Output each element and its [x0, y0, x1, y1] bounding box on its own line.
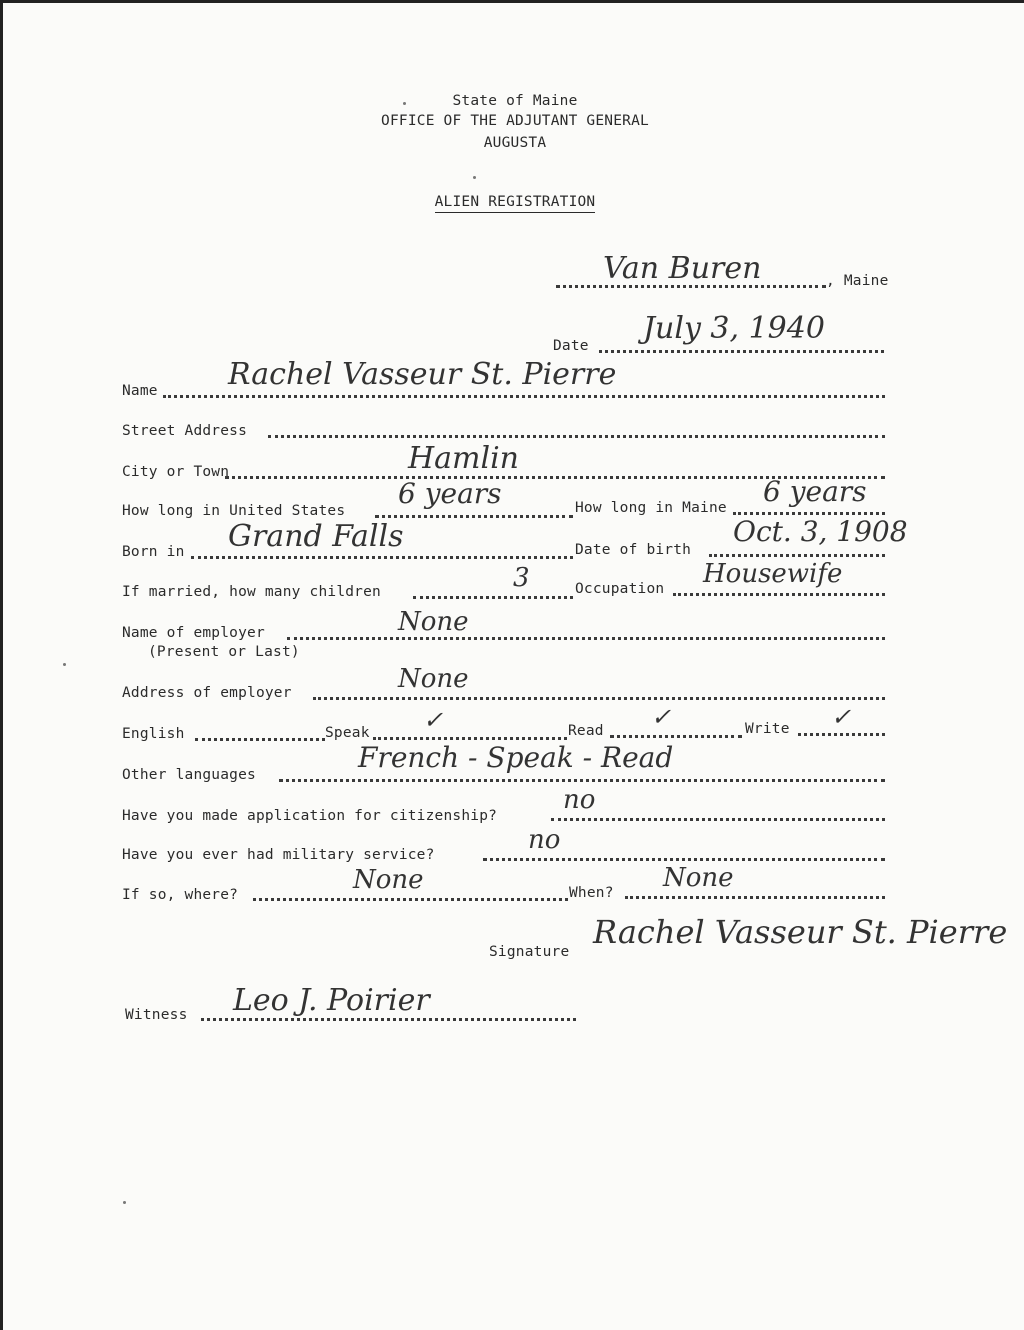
paper-speck — [473, 176, 476, 179]
us-duration-value: 6 years — [398, 477, 502, 510]
maine-duration-label: How long in Maine — [575, 500, 727, 516]
children-label: If married, how many children — [122, 584, 381, 600]
maine-duration-value: 6 years — [763, 475, 867, 508]
when-value: None — [663, 863, 734, 893]
children-dots — [413, 596, 573, 599]
born-in-label: Born in — [122, 544, 185, 560]
state-suffix: , Maine — [826, 273, 889, 289]
occupation-value: Housewife — [703, 559, 843, 589]
us-duration-dots — [375, 515, 573, 518]
witness-value: Leo J. Poirier — [233, 983, 430, 1018]
date-value: July 3, 1940 — [643, 311, 825, 346]
signature-value: Rachel Vasseur St. Pierre — [593, 913, 1008, 951]
witness-dots — [201, 1018, 576, 1021]
employer-address-dots — [313, 697, 885, 700]
english-label: English — [122, 726, 185, 742]
us-duration-label: How long in United States — [122, 503, 346, 519]
occupation-label: Occupation — [575, 581, 665, 597]
write-check: ✓ — [831, 703, 852, 731]
citizenship-label: Have you made application for citizenship? — [122, 808, 498, 824]
form-title-wrap — [3, 194, 1024, 210]
citizenship-dots — [551, 818, 885, 821]
speak-label: Speak — [325, 725, 370, 741]
name-value: Rachel Vasseur St. Pierre — [228, 357, 617, 392]
office-heading: OFFICE OF THE ADJUTANT GENERAL — [381, 113, 649, 129]
name-dots — [163, 395, 885, 398]
witness-label: Witness — [125, 1007, 188, 1023]
state-heading: State of Maine — [452, 93, 578, 109]
employer-address-value: None — [398, 664, 469, 694]
city-value: Hamlin — [408, 441, 520, 476]
children-value: 3 — [513, 563, 530, 593]
military-label: Have you ever had military service? — [122, 847, 435, 863]
paper-speck — [403, 102, 406, 105]
dob-dots — [709, 554, 885, 557]
military-value: no — [528, 825, 561, 855]
dob-label: Date of birth — [575, 542, 692, 558]
occupation-dots — [673, 593, 885, 596]
where-value: None — [353, 865, 424, 895]
read-check: ✓ — [651, 703, 672, 731]
where-label: If so, where? — [122, 887, 239, 903]
other-languages-value: French - Speak - Read — [358, 741, 674, 774]
name-label: Name — [122, 383, 158, 399]
paper-speck — [63, 663, 66, 666]
employer-name-sublabel: (Present or Last) — [148, 644, 300, 660]
where-dots — [253, 898, 568, 901]
citizenship-value: no — [563, 785, 596, 815]
employer-name-dots — [287, 637, 885, 640]
employer-name-value: None — [398, 607, 469, 637]
when-label: When? — [569, 885, 614, 901]
when-dots — [625, 896, 885, 899]
date-dots — [599, 350, 884, 353]
read-label: Read — [568, 723, 604, 739]
employer-name-label: Name of employer — [122, 625, 265, 641]
paper-speck — [123, 1201, 126, 1204]
born-in-value: Grand Falls — [228, 519, 404, 554]
city-heading: AUGUSTA — [483, 135, 547, 151]
military-dots — [483, 858, 885, 861]
dob-value: Oct. 3, 1908 — [733, 515, 908, 548]
write-dots — [798, 733, 885, 736]
english-dots — [195, 738, 325, 741]
employer-address-label: Address of employer — [122, 685, 292, 701]
street-dots — [268, 435, 885, 438]
write-label: Write — [745, 721, 790, 737]
born-in-dots — [191, 556, 573, 559]
speak-check: ✓ — [423, 706, 444, 734]
date-label: Date — [553, 338, 589, 354]
form-title: ALIEN REGISTRATION — [435, 194, 596, 213]
read-dots — [610, 735, 742, 738]
town-value: Van Buren — [603, 251, 762, 286]
street-label: Street Address — [122, 423, 248, 439]
other-languages-dots — [279, 779, 885, 782]
other-languages-label: Other languages — [122, 767, 256, 783]
speak-dots — [373, 737, 567, 740]
city-label: City or Town — [122, 464, 230, 480]
signature-label: Signature — [489, 944, 570, 960]
